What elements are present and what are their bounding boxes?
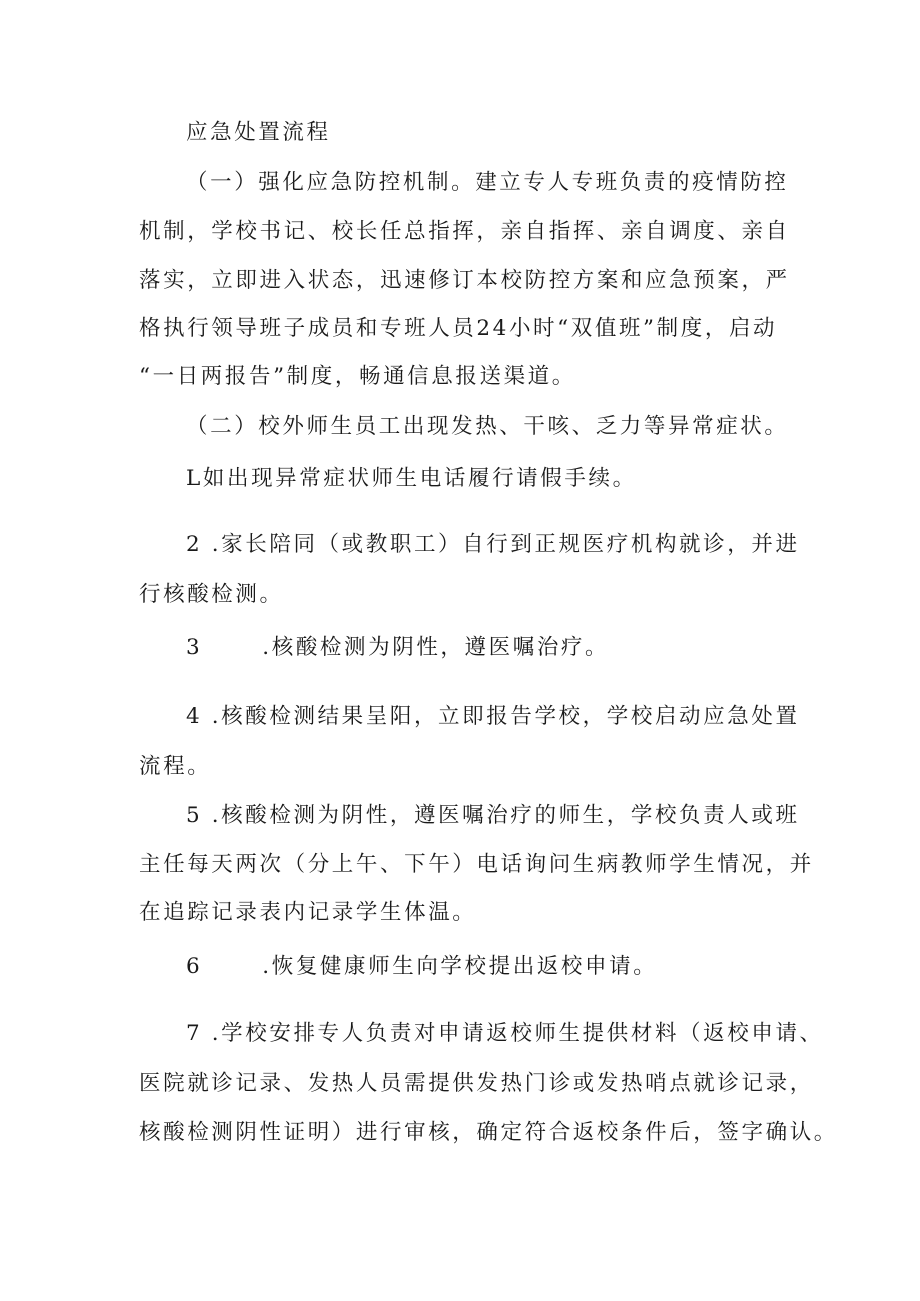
section2-heading: （二）校外师生员工出现发热、干咳、乏力等异常症状。 [186,414,789,439]
item-1: L如出现异常症状师生电话履行请假手续。 [186,466,637,491]
item-3-text: .核酸检测为阴性，遵医嘱治疗。 [262,635,610,660]
section1-line-4: 格执行领导班子成员和专班人员24小时“双值班”制度，启动 [139,316,778,341]
document-title: 应急处置流程 [186,120,331,145]
item-3-number: 3 [186,635,203,660]
section1-line-3: 落实，立即进入状态，迅速修订本校防控方案和应急预案，严 [139,268,790,293]
item-7-line-2: 医院就诊记录、发热人员需提供发热门诊或发热哨点就诊记录， [139,1071,814,1096]
section1-line-1: （一）强化应急防控机制。建立专人专班负责的疫情防控 [186,170,789,195]
item-7-line-3: 核酸检测阴性证明）进行审核，确定符合返校条件后，签字确认。 [139,1120,838,1145]
item-5-line-2: 主任每天两次（分上午、下午）电话询问生病教师学生情况，并 [139,852,814,877]
item-4-line-2: 流程。 [139,754,212,779]
item-2-line-2: 行核酸检测。 [139,582,284,607]
item-5-line-1: 5 .核酸检测为阴性，遵医嘱治疗的师生，学校负责人或班 [186,803,800,828]
item-3 [186,633,609,663]
item-2-line-1: 2 .家长陪同（或教职工）自行到正规医疗机构就诊，并进 [186,532,800,557]
item-7-line-1: 7 .学校安排专人负责对申请返校师生提供材料（返校申请、 [186,1021,824,1046]
item-5-line-3: 在追踪记录表内记录学生体温。 [139,900,477,925]
item-6-text: .恢复健康师生向学校提出返校申请。 [262,954,658,979]
item-6 [186,952,657,982]
section1-line-5: “一日两报告”制度，畅通信息报送渠道。 [139,364,576,389]
item-4-line-1: 4 .核酸检测结果呈阳，立即报告学校，学校启动应急处置 [186,704,800,729]
section1-line-2: 机制，学校书记、校长任总指挥，亲自指挥、亲自调度、亲自 [139,219,790,244]
item-6-number: 6 [186,954,203,979]
